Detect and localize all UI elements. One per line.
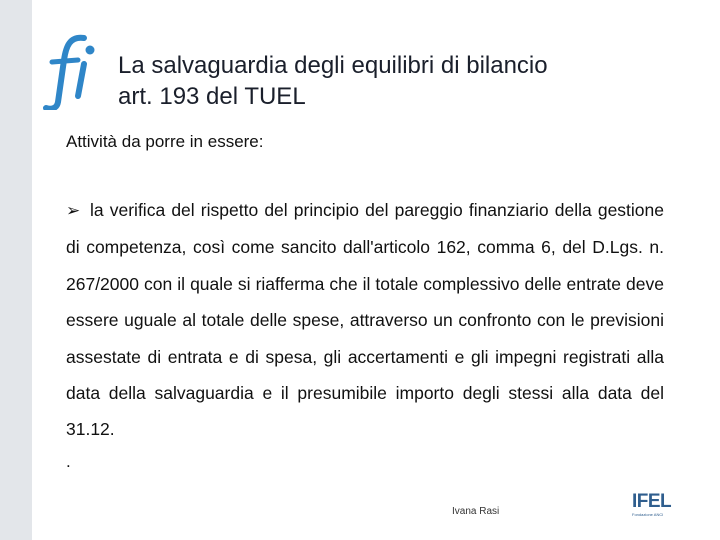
arrow-bullet-icon: ➢	[66, 201, 81, 220]
page-title	[118, 50, 698, 112]
intro-text: Attività da porre in essere:	[66, 132, 264, 151]
bullet-text: la verifica del rispetto del principio del pareggio finanziario della gestione di competenza, così come sancito dall'articolo 162, comma 6, del D.Lgs. n. 267/2000 con il quale si riafferma che il totale complessivo delle entrate deve essere uguale al totale delle spese, attraverso un confronto con le previsioni assestate di entrata e di spesa, gli accertamenti e gli impegni registrati alla data della salvaguardia e il presumibile importo degli stessi alla data del 31.12.	[66, 200, 664, 440]
left-sidebar-band	[0, 0, 32, 540]
ifel-logo-mark: IFEL	[632, 491, 672, 512]
footer-author: Ivana Rasi	[452, 506, 500, 517]
ifel-logo-caption: Fondazione ANCI	[632, 512, 664, 517]
trailing-dot: .	[66, 452, 71, 471]
ifel-logo	[632, 492, 672, 522]
title-line-2: art. 193 del TUEL	[118, 83, 306, 110]
bullet-paragraph	[66, 192, 664, 448]
title-line-1: La salvaguardia degli equilibri di bilancio	[118, 52, 548, 79]
fi-logo-icon	[40, 30, 102, 110]
